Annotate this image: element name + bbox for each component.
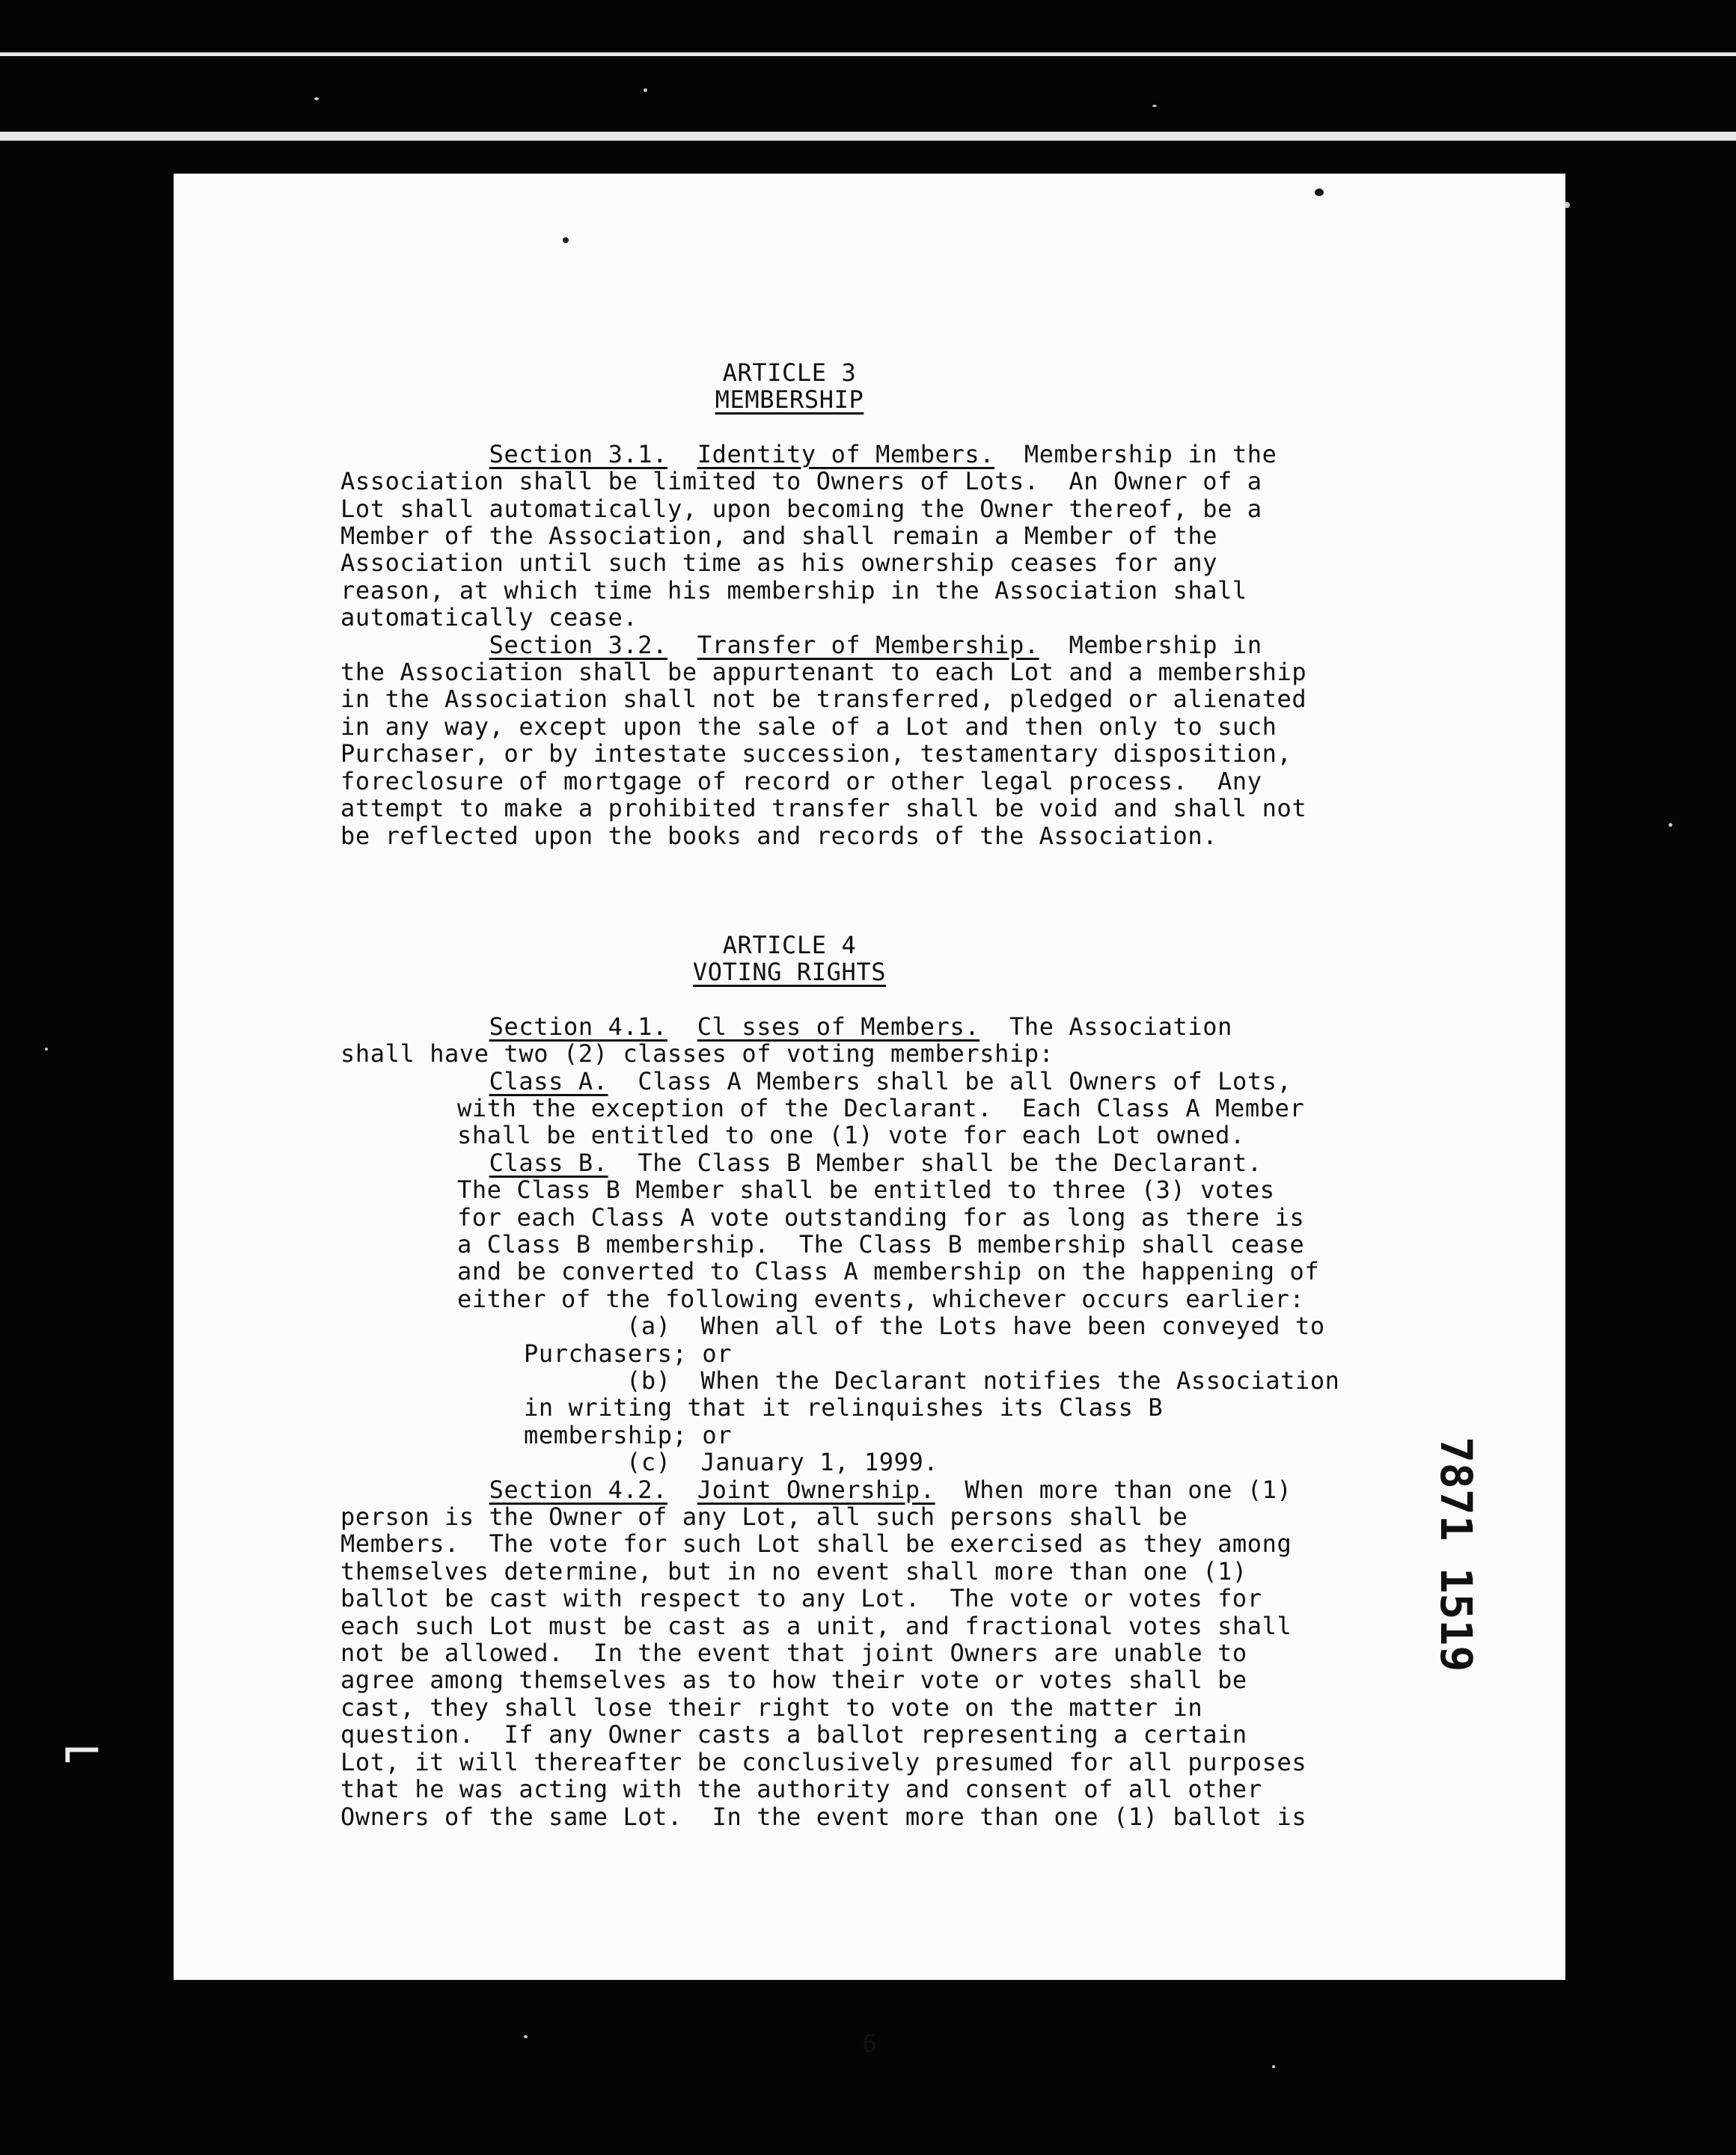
- speck: [644, 88, 647, 92]
- section-4-2-line: ballot be cast with respect to any Lot. The vote or votes for: [340, 1584, 1262, 1613]
- section-4-2-first-line: [340, 1476, 1418, 1503]
- speck: [1669, 823, 1672, 827]
- recording-stamp-text: 7871 1519: [1431, 1437, 1482, 1672]
- section-4-2-line: Lot, it will thereafter be conclusively presumed for all purposes: [340, 1747, 1307, 1776]
- section-3-2-number: Section 3.2.: [489, 630, 668, 659]
- article-3-subtitle-wrap: [251, 386, 1328, 413]
- article-4-subtitle-wrap: [251, 959, 1328, 985]
- section-3-1-line: Association shall be limited to Owners of Lots. An Owner of a: [340, 467, 1262, 496]
- section-4-1-heading: Cl sses of Members.: [697, 1012, 980, 1041]
- section-4-1-first-line: [340, 1013, 1418, 1040]
- section-3-2-line: attempt to make a prohibited transfer shall be void and shall not: [340, 794, 1307, 823]
- article-4-subtitle: VOTING RIGHTS: [692, 958, 887, 987]
- article-3-subtitle: MEMBERSHIP: [715, 385, 864, 415]
- class-b-first-line: [340, 1149, 1418, 1176]
- section-3-2-text: Membership in: [1069, 630, 1262, 659]
- class-b-text: The Class B Member shall be the Declarant.: [638, 1148, 1262, 1177]
- section-3-2-line: in any way, except upon the sale of a Lot and then only to such: [340, 712, 1277, 741]
- section-4-2-line: not be allowed. In the event that joint Owners are unable to: [340, 1639, 1247, 1668]
- class-a-text: Class A Members shall be all Owners of Lots,: [638, 1066, 1292, 1095]
- class-b-line: a Class B membership. The Class B membership shall cease: [457, 1229, 1305, 1259]
- margin-scribble: ⌐: [60, 1721, 104, 1782]
- speck: [45, 1048, 48, 1051]
- section-3-1-first-line: [340, 441, 1418, 468]
- section-4-2-line: Members. The vote for such Lot shall be exercised as they among: [340, 1529, 1292, 1559]
- speck: [314, 97, 319, 100]
- event-c-line: (c) January 1, 1999.: [626, 1448, 939, 1477]
- section-3-1-line: Member of the Association, and shall remain a Member of the: [340, 522, 1218, 551]
- class-b-line: either of the following events, whichever occurs earlier:: [457, 1284, 1305, 1313]
- speck: [1152, 105, 1157, 107]
- section-4-2-number: Section 4.2.: [489, 1475, 668, 1504]
- section-4-2-line: each such Lot must be cast as a unit, and fractional votes shall: [340, 1611, 1292, 1640]
- speck: [563, 237, 569, 243]
- section-4-2-line: cast, they shall lose their right to vote on the matter in: [340, 1693, 1203, 1722]
- section-3-1-heading: Identity of Members.: [697, 439, 995, 468]
- class-b-label: Class B.: [489, 1148, 608, 1177]
- section-3-2-first-line: [340, 632, 1418, 658]
- speck: [1315, 189, 1324, 196]
- class-b-line: The Class B Member shall be entitled to three (3) votes: [457, 1176, 1275, 1205]
- class-a-line: with the exception of the Declarant. Each Class A Member: [457, 1093, 1305, 1122]
- class-b-line: and be converted to Class A membership on the happening of: [457, 1257, 1320, 1286]
- section-3-1-line: reason, at which time his membership in the Association shall: [340, 575, 1247, 605]
- section-3-2-line: the Association shall be appurtenant to each Lot and a membership: [340, 658, 1307, 687]
- section-4-2-text: When more than one (1): [965, 1475, 1292, 1504]
- section-4-2-heading: Joint Ownership.: [697, 1475, 935, 1504]
- article-3-title: ARTICLE 3: [722, 358, 857, 387]
- spacer: [340, 986, 1418, 1013]
- event-b-line: (b) When the Declarant notifies the Association: [626, 1366, 1340, 1395]
- section-4-2-line: Owners of the same Lot. In the event more than one (1) ballot is: [340, 1802, 1307, 1831]
- spacer: [340, 414, 1418, 441]
- event-b-line: in writing that it relinquishes its Class B: [524, 1393, 1164, 1422]
- section-4-2-line: that he was acting with the authority and consent of all other: [340, 1775, 1262, 1804]
- section-3-1-line: Lot shall automatically, upon becoming the Owner thereof, be a: [340, 494, 1262, 523]
- section-4-1-number: Section 4.1.: [489, 1012, 668, 1041]
- recording-stamp: [1422, 1437, 1482, 1721]
- section-3-1-text: Membership in the: [1024, 439, 1277, 468]
- event-a-line: (a) When all of the Lots have been conveyed to: [626, 1312, 1325, 1341]
- section-3-1-number: Section 3.1.: [489, 439, 668, 468]
- section-3-2-heading: Transfer of Membership.: [697, 630, 1039, 659]
- section-3-2-line: Purchaser, or by intestate succession, testamentary disposition,: [340, 739, 1292, 768]
- section-4-2-line: themselves determine, but in no event shall more than one (1): [340, 1556, 1247, 1586]
- section-4-2-line: agree among themselves as to how their vote or votes shall be: [340, 1666, 1247, 1695]
- section-4-2-line: question. If any Owner casts a ballot representing a certain: [340, 1720, 1247, 1749]
- film-edge-line-bottom: [0, 132, 1736, 141]
- document-body: [340, 359, 1418, 1830]
- class-b-line: for each Class A vote outstanding for as long as there is: [457, 1202, 1305, 1232]
- spacer: [340, 849, 1418, 932]
- page-number: 6: [862, 2029, 877, 2058]
- section-4-2-line: person is the Owner of any Lot, all such persons shall be: [340, 1503, 1188, 1532]
- speck: [1272, 2065, 1275, 2068]
- section-4-1-line: shall have two (2) classes of voting membership:: [340, 1039, 1054, 1069]
- class-a-first-line: [340, 1068, 1418, 1095]
- section-3-1-line: automatically cease.: [340, 603, 638, 632]
- section-3-2-line: be reflected upon the books and records of the Association.: [340, 821, 1218, 850]
- film-edge-line-top: [0, 52, 1736, 56]
- section-3-2-line: foreclosure of mortgage of record or other legal process. Any: [340, 766, 1262, 795]
- class-a-label: Class A.: [489, 1066, 608, 1095]
- article-4-title: ARTICLE 4: [722, 930, 857, 959]
- section-4-1-text: The Association: [1009, 1012, 1232, 1041]
- class-a-line: shall be entitled to one (1) vote for each Lot owned.: [457, 1121, 1245, 1150]
- event-a-line: Purchasers; or: [524, 1339, 733, 1368]
- event-b-line: membership; or: [524, 1420, 733, 1449]
- section-3-1-line: Association until such time as his ownership ceases for any: [340, 548, 1218, 578]
- section-3-2-line: in the Association shall not be transferred, pledged or alienated: [340, 685, 1307, 714]
